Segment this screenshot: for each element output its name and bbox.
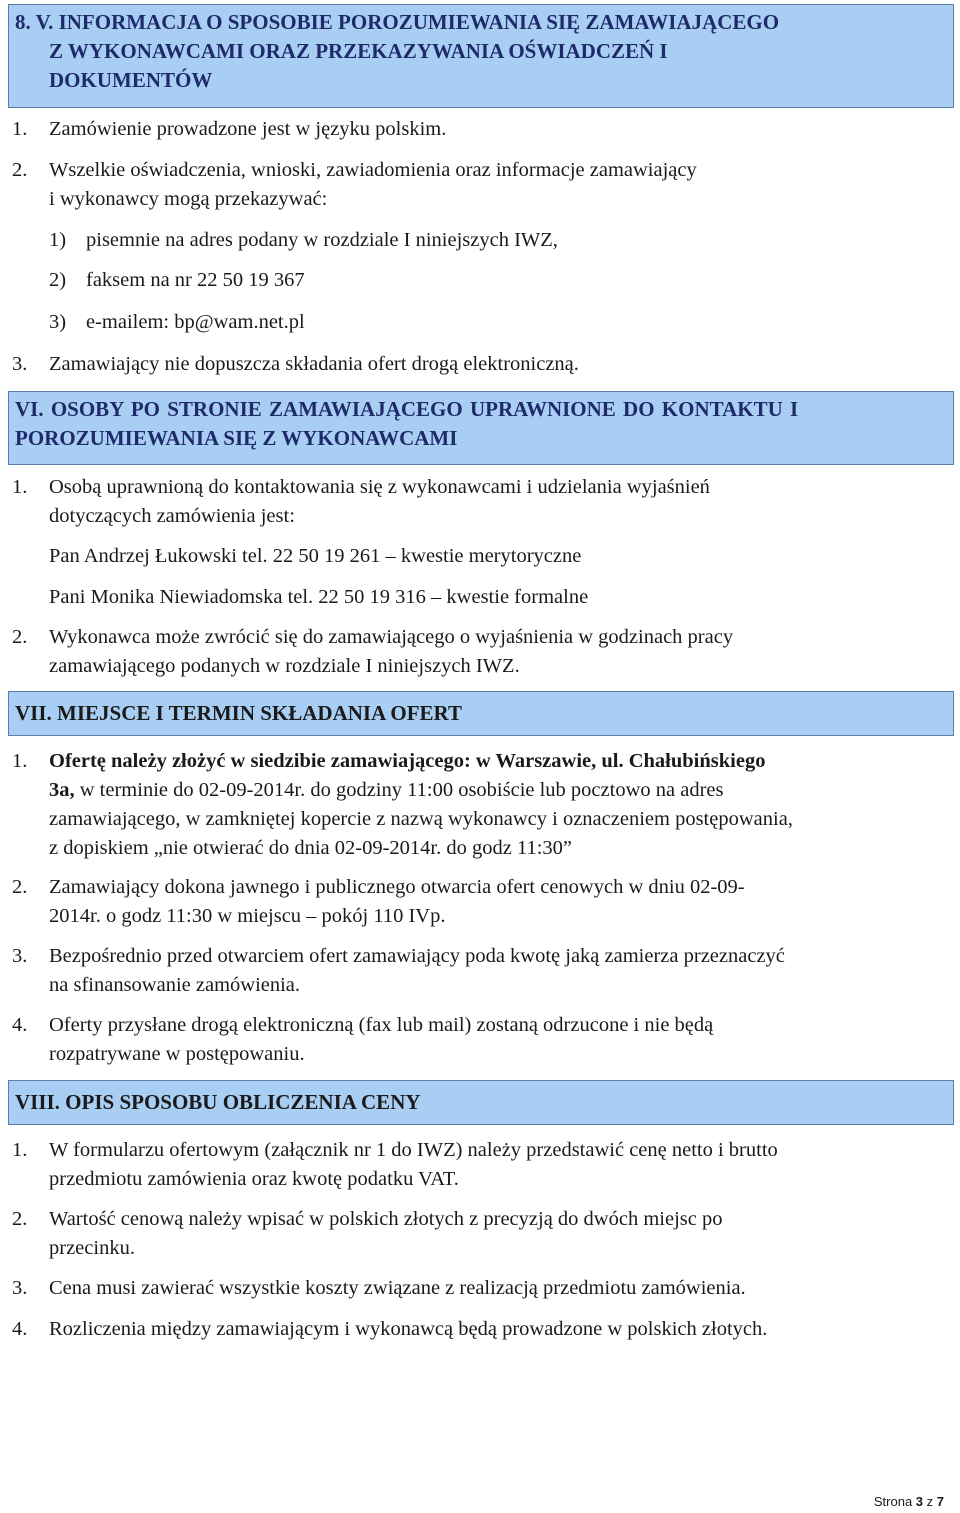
- item-number: 2.: [12, 876, 28, 898]
- section-vii-item1-line4: z dopiskiem „nie otwierać do dnia 02-09-2014r. do godz 11:30”: [49, 837, 573, 859]
- item-number: 4.: [12, 1014, 28, 1036]
- section-vi-item2-line2: zamawiającego podanych w rozdziale I niniejszych IWZ.: [49, 655, 520, 677]
- section-vii-item1-line1: Ofertę należy złożyć w siedzibie zamawiającego: w Warszawie, ul. Chałubińskiego: [49, 750, 766, 772]
- deadline-text: w terminie do 02-09-2014r. do godziny 11:00 osobiście lub pocztowo na adres: [74, 779, 724, 801]
- section-v-item2-line1: Wszelkie oświadczenia, wnioski, zawiadomienia oraz informacje zamawiający: [49, 159, 697, 181]
- section-viii-item3: Cena musi zawierać wszystkie koszty związane z realizacją przedmiotu zamówienia.: [49, 1277, 746, 1299]
- section-viii-item4: Rozliczenia między zamawiającym i wykonawcą będą prowadzone w polskich złotych.: [49, 1318, 768, 1340]
- section-v-item1: Zamówienie prowadzone jest w języku polskim.: [49, 118, 447, 140]
- subitem-number: 2): [49, 269, 67, 291]
- section-v-title-line3: DOKUMENTÓW: [49, 68, 213, 92]
- section-vii-title: VII. MIEJSCE I TERMIN SKŁADANIA OFERT: [15, 701, 462, 725]
- section-vii-header: [8, 691, 954, 736]
- page-number-current: 3: [915, 1494, 924, 1509]
- section-viii-item1-line2: przedmiotu zamówienia oraz kwotę podatku VAT.: [49, 1168, 459, 1190]
- section-vii-item3-line2: na sfinansowanie zamówienia.: [49, 974, 301, 996]
- subitem-number: 3): [49, 311, 67, 333]
- section-v-subitem1: pisemnie na adres podany w rozdziale I niniejszych IWZ,: [86, 229, 558, 251]
- section-v-subitem3: e-mailem: bp@wam.net.pl: [86, 311, 305, 333]
- section-viii-item2-line1: Wartość cenową należy wpisać w polskich złotych z precyzją do dwóch miejsc po: [49, 1208, 723, 1230]
- section-v-header: [8, 4, 954, 108]
- item-number: 1.: [12, 750, 28, 772]
- section-vii-item1-line2: [49, 776, 723, 805]
- item-number: 3.: [12, 945, 28, 967]
- item-number: 1.: [12, 476, 28, 498]
- contact-person-1: Pan Andrzej Łukowski tel. 22 50 19 261 – kwestie merytoryczne: [49, 545, 582, 567]
- section-vii-item2-line2: 2014r. o godz 11:30 w miejscu – pokój 110 IVp.: [49, 905, 446, 927]
- item-number: 2.: [12, 626, 28, 648]
- section-viii-item2-line2: przecinku.: [49, 1237, 135, 1259]
- section-viii-header: [8, 1080, 954, 1125]
- section-vi-title-line1: VI. OSOBY PO STRONIE ZAMAWIAJĄCEGO UPRAWNIONE DO KONTAKTU I: [15, 397, 799, 421]
- section-vi-header: [8, 391, 954, 465]
- page-number-prefix: Strona: [873, 1494, 916, 1509]
- section-viii-item1-line1: W formularzu ofertowym (załącznik nr 1 do IWZ) należy przedstawić cenę netto i brutto: [49, 1139, 778, 1161]
- section-v-item2-line2: i wykonawcy mogą przekazywać:: [49, 188, 328, 210]
- section-viii-title: VIII. OPIS SPOSOBU OBLICZENIA CENY: [15, 1090, 421, 1114]
- section-v-title-line1: 8. V. INFORMACJA O SPOSOBIE POROZUMIEWANIA SIĘ ZAMAWIAJĄCEGO: [15, 10, 780, 34]
- item-number: 2.: [12, 1208, 28, 1230]
- section-vii-item3-line1: Bezpośrednio przed otwarciem ofert zamawiający poda kwotę jaką zamierza przeznaczyć: [49, 945, 785, 967]
- section-vi-item1-line2: dotyczących zamówienia jest:: [49, 505, 295, 527]
- section-vii-item2-line1: Zamawiający dokona jawnego i publicznego otwarcia ofert cenowych w dniu 02-09-: [49, 876, 745, 898]
- item-number: 1.: [12, 118, 28, 140]
- item-number: 2.: [12, 159, 28, 181]
- contact-person-2: Pani Monika Niewiadomska tel. 22 50 19 316 – kwestie formalne: [49, 586, 589, 608]
- page-number: [874, 1494, 944, 1509]
- section-vii-item1-line3: zamawiającego, w zamkniętej kopercie z nazwą wykonawcy i oznaczeniem postępowania,: [49, 808, 793, 830]
- address-number: 3a,: [49, 779, 75, 801]
- page-number-separator: z: [923, 1494, 937, 1509]
- item-number: 3.: [12, 353, 28, 375]
- section-vi-item2-line1: Wykonawca może zwrócić się do zamawiającego o wyjaśnienia w godzinach pracy: [49, 626, 734, 648]
- subitem-number: 1): [49, 229, 67, 251]
- section-v-item3: Zamawiający nie dopuszcza składania ofert drogą elektroniczną.: [49, 353, 579, 375]
- item-number: 4.: [12, 1318, 28, 1340]
- section-vii-item4-line1: Oferty przysłane drogą elektroniczną (fax lub mail) zostaną odrzucone i nie będą: [49, 1014, 714, 1036]
- page-number-total: 7: [936, 1494, 944, 1509]
- section-v-title-line2: Z WYKONAWCAMI ORAZ PRZEKAZYWANIA OŚWIADCZEŃ I: [49, 39, 668, 63]
- section-vi-item1-line1: Osobą uprawnioną do kontaktowania się z wykonawcami i udzielania wyjaśnień: [49, 476, 710, 498]
- section-vii-item4-line2: rozpatrywane w postępowaniu.: [49, 1043, 305, 1065]
- item-number: 3.: [12, 1277, 28, 1299]
- section-v-subitem2: faksem na nr 22 50 19 367: [86, 269, 305, 291]
- item-number: 1.: [12, 1139, 28, 1161]
- section-vi-title-line2: POROZUMIEWANIA SIĘ Z WYKONAWCAMI: [15, 426, 458, 450]
